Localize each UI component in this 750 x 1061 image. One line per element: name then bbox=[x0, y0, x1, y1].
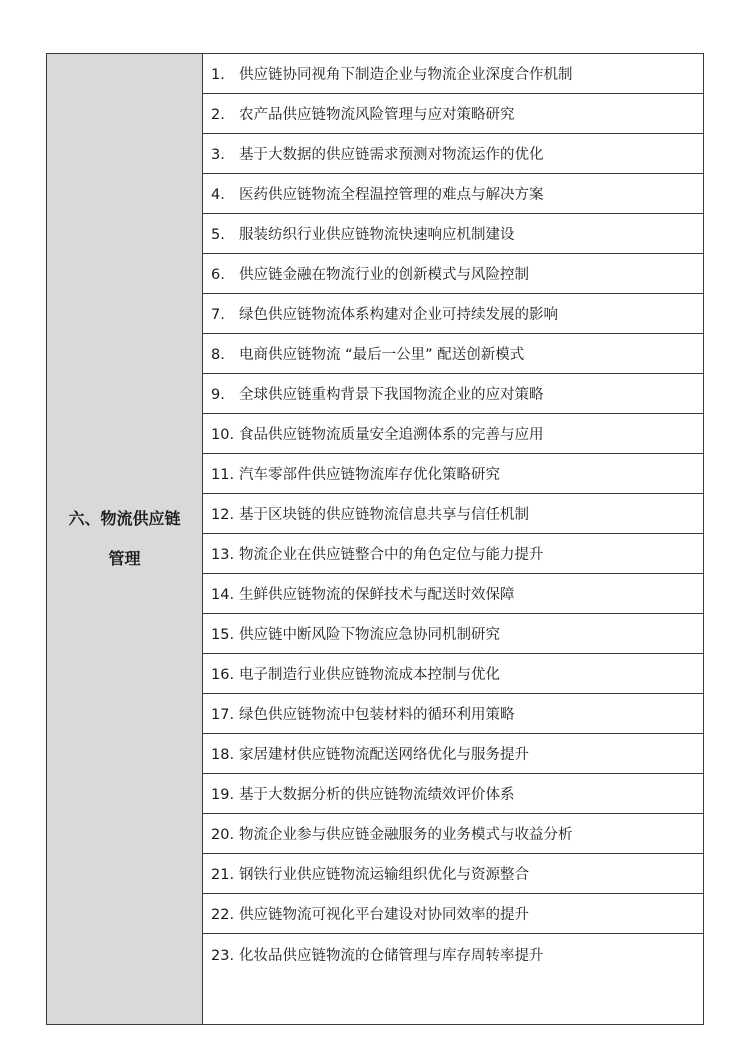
topic-cell bbox=[203, 54, 704, 94]
topic-number: 19. bbox=[211, 787, 235, 803]
topic-cell bbox=[203, 294, 704, 334]
topic-title: 供应链物流可视化平台建设对协同效率的提升 bbox=[239, 907, 529, 923]
topic-cell bbox=[203, 334, 704, 374]
topic-cell bbox=[203, 854, 704, 894]
topic-number: 13. bbox=[211, 547, 235, 563]
topic-cell bbox=[203, 134, 704, 174]
topic-number: 18. bbox=[211, 747, 235, 763]
topic-cell bbox=[203, 374, 704, 414]
topic-number: 8. bbox=[211, 347, 225, 363]
topic-title: 物流企业参与供应链金融服务的业务模式与收益分析 bbox=[239, 827, 573, 843]
topic-title: 化妆品供应链物流的仓储管理与库存周转率提升 bbox=[239, 948, 544, 964]
topic-number: 4. bbox=[211, 187, 225, 203]
topic-title: 供应链中断风险下物流应急协同机制研究 bbox=[239, 627, 500, 643]
category-title: 六、物流供应链 bbox=[68, 509, 181, 528]
topic-cell bbox=[203, 174, 704, 214]
topic-title: 医药供应链物流全程温控管理的难点与解决方案 bbox=[239, 187, 544, 203]
topic-number: 3. bbox=[211, 147, 225, 163]
topic-title: 全球供应链重构背景下我国物流企业的应对策略 bbox=[239, 387, 544, 403]
topic-number: 7. bbox=[211, 307, 225, 323]
topic-number: 9. bbox=[211, 387, 225, 403]
topic-cell bbox=[203, 694, 704, 734]
topic-table bbox=[46, 53, 704, 1025]
topic-cell bbox=[203, 254, 704, 294]
topic-title: 家居建材供应链物流配送网络优化与服务提升 bbox=[239, 747, 529, 763]
topic-cell bbox=[203, 574, 704, 614]
topic-title: 供应链金融在物流行业的创新模式与风险控制 bbox=[239, 267, 529, 283]
topic-cell bbox=[203, 654, 704, 694]
topic-title: 基于大数据的供应链需求预测对物流运作的优化 bbox=[239, 147, 544, 163]
topic-cell bbox=[203, 774, 704, 814]
topic-number: 14. bbox=[211, 587, 235, 603]
topic-number: 20. bbox=[211, 827, 235, 843]
topic-number: 11. bbox=[211, 467, 235, 483]
topic-number: 5. bbox=[211, 227, 225, 243]
topic-title: 电子制造行业供应链物流成本控制与优化 bbox=[239, 667, 500, 683]
topic-title: 钢铁行业供应链物流运输组织优化与资源整合 bbox=[239, 867, 529, 883]
topic-title: 基于区块链的供应链物流信息共享与信任机制 bbox=[239, 507, 529, 523]
topic-cell bbox=[203, 414, 704, 454]
topic-title: 汽车零部件供应链物流库存优化策略研究 bbox=[239, 467, 500, 483]
topic-cell bbox=[203, 814, 704, 854]
topic-title: 绿色供应链物流中包装材料的循环利用策略 bbox=[239, 707, 515, 723]
topic-number: 15. bbox=[211, 627, 235, 643]
topic-cell bbox=[203, 214, 704, 254]
topic-title: 食品供应链物流质量安全追溯体系的完善与应用 bbox=[239, 427, 544, 443]
topic-title: 物流企业在供应链整合中的角色定位与能力提升 bbox=[239, 547, 544, 563]
topic-cell bbox=[203, 734, 704, 774]
table-row bbox=[47, 54, 704, 94]
topic-cell bbox=[203, 894, 704, 934]
topic-cell bbox=[203, 614, 704, 654]
topic-cell bbox=[203, 454, 704, 494]
topic-title: 生鲜供应链物流的保鲜技术与配送时效保障 bbox=[239, 587, 515, 603]
topic-number: 21. bbox=[211, 867, 235, 883]
topic-cell bbox=[203, 534, 704, 574]
topic-title: 绿色供应链物流体系构建对企业可持续发展的影响 bbox=[239, 307, 558, 323]
topic-number: 12. bbox=[211, 507, 235, 523]
topic-title: 电商供应链物流 “最后一公里” 配送创新模式 bbox=[239, 347, 525, 363]
topic-number: 23. bbox=[211, 948, 235, 964]
topic-cell bbox=[203, 934, 704, 1025]
topic-number: 2. bbox=[211, 107, 225, 123]
topic-title: 农产品供应链物流风险管理与应对策略研究 bbox=[239, 107, 515, 123]
topic-number: 17. bbox=[211, 707, 235, 723]
topic-number: 22. bbox=[211, 907, 235, 923]
topic-number: 16. bbox=[211, 667, 235, 683]
topic-cell bbox=[203, 94, 704, 134]
topic-title: 基于大数据分析的供应链物流绩效评价体系 bbox=[239, 787, 515, 803]
category-cell bbox=[47, 54, 203, 1025]
category-title-continued: 管理 bbox=[108, 549, 141, 568]
topic-title: 服装纺织行业供应链物流快速响应机制建设 bbox=[239, 227, 515, 243]
topic-number: 6. bbox=[211, 267, 225, 283]
topic-cell bbox=[203, 494, 704, 534]
topic-number: 10. bbox=[211, 427, 235, 443]
topic-number: 1. bbox=[211, 67, 225, 83]
topic-title: 供应链协同视角下制造企业与物流企业深度合作机制 bbox=[239, 67, 573, 83]
